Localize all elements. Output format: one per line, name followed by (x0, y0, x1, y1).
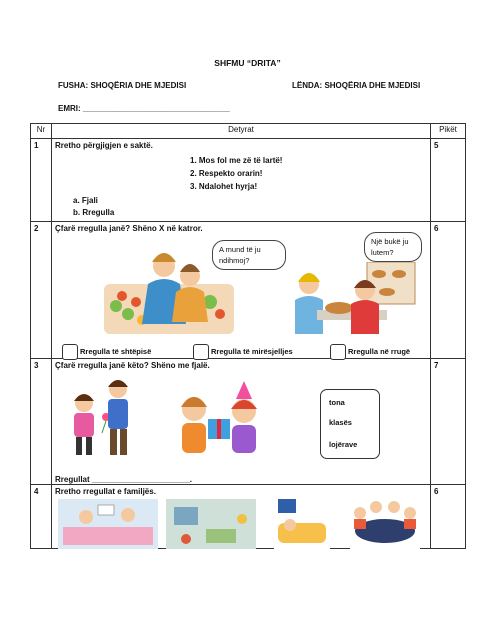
option-a[interactable]: a. Fjali (73, 196, 98, 205)
kids-flower-illustration (66, 377, 136, 459)
table-row (31, 222, 466, 359)
task-points: 6 (431, 222, 466, 359)
choice-manners-rules: Rregulla të mirësjelljes (211, 346, 293, 356)
choice-street-rules: Rregulla në rrugë (348, 346, 411, 356)
school-title: SHFMU “DRITA” (214, 58, 281, 68)
task-3-content (52, 359, 431, 485)
word-bank (320, 389, 380, 459)
col-points: Pikët (431, 124, 466, 139)
task-2-content (52, 222, 431, 359)
task-nr: 4 (31, 485, 52, 549)
table-row (31, 359, 466, 485)
task-question: Çfarë rregulla janë këto? Shëno me fjalë. (55, 361, 210, 370)
option-b[interactable]: b. Rregulla (73, 208, 115, 217)
task-nr: 1 (31, 139, 52, 222)
task-points: 5 (431, 139, 466, 222)
speech-bubble-help: A mund të ju ndihmoj? (212, 240, 286, 270)
choice-home-rules: Rregulla të shtëpisë (80, 346, 152, 356)
speech-bubble-bread: Një bukë ju lutem? (364, 232, 422, 262)
task-points: 7 (431, 359, 466, 485)
col-tasks: Detyrat (52, 124, 431, 139)
task-points: 6 (431, 485, 466, 549)
table-row (31, 485, 466, 549)
answer-line[interactable]: Rregullat ______________________. (55, 475, 192, 484)
subject-label: LËNDA: SHOQËRIA DHE MJEDISI (292, 81, 421, 90)
field-label: FUSHA: SHOQËRIA DHE MJEDISI (58, 81, 187, 90)
sleeping-child-image[interactable] (274, 497, 330, 549)
table-header-row (31, 124, 466, 139)
messy-room-image[interactable] (166, 499, 256, 549)
task-nr: 3 (31, 359, 52, 485)
word-option[interactable]: lojërave (329, 440, 358, 449)
task-question: Rretho rregullat e familjës. (55, 487, 156, 496)
word-option[interactable]: tona (329, 398, 345, 407)
rule-item[interactable]: 1. Mos fol me zë të lartë! (190, 156, 283, 165)
task-4-content (52, 485, 431, 549)
col-nr: Nr (31, 124, 52, 139)
task-question: Rretho përgjigjen e saktë. (55, 141, 153, 150)
name-field[interactable]: EMRI: _________________________________ (58, 104, 230, 113)
pillow-fight-image[interactable] (58, 499, 158, 549)
task-nr: 2 (31, 222, 52, 359)
family-dinner-image[interactable] (350, 497, 420, 549)
rule-item[interactable]: 2. Respekto orarin! (190, 169, 263, 178)
birthday-kids-illustration (172, 379, 267, 457)
word-option[interactable]: klasës (329, 418, 352, 427)
tasks-table (30, 123, 466, 549)
table-row (31, 139, 466, 222)
task-1-content (52, 139, 431, 222)
task-question: Çfarë rregulla janë? Shëno X në katror. (55, 224, 203, 233)
bakery-illustration (287, 262, 417, 337)
rule-item[interactable]: 3. Ndalohet hyrja! (190, 182, 258, 191)
